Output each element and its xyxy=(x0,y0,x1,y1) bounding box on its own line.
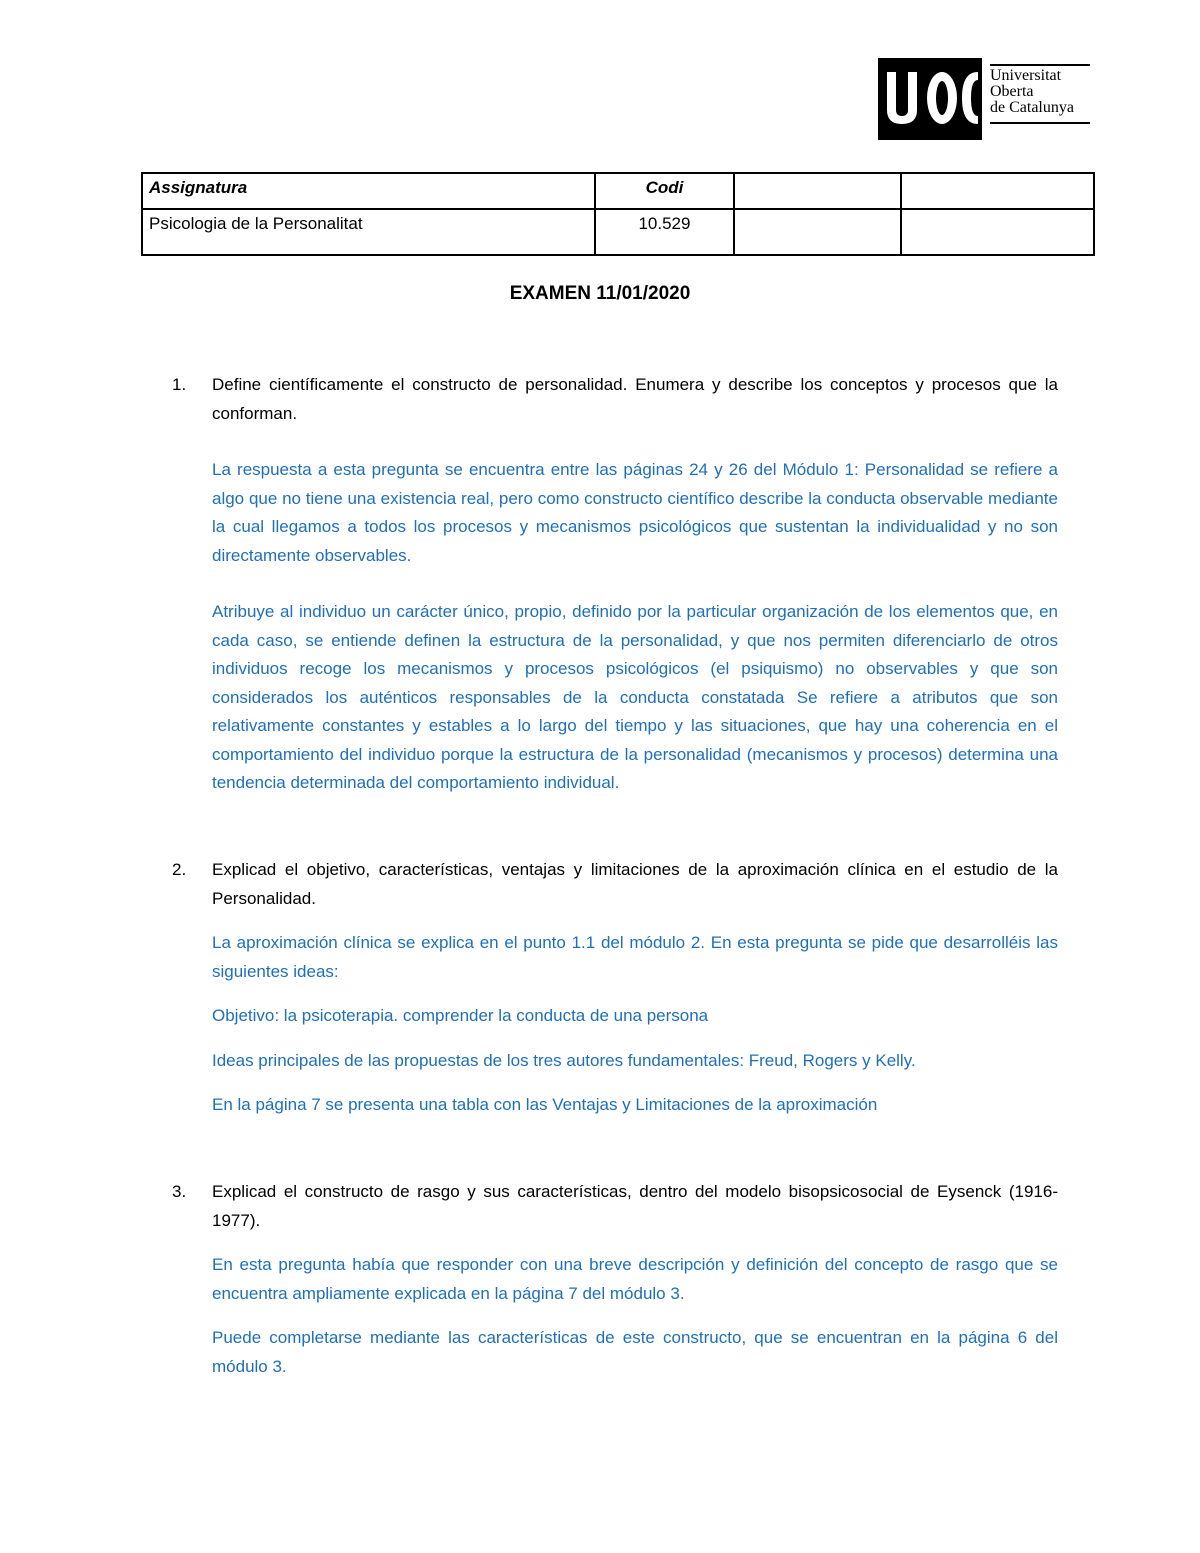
answer-text: Puede completarse mediante las características de este constructo, que se encuentran en la página 6 del módulo 3. xyxy=(212,1328,1058,1376)
subject-value: Psicologia de la Personalitat xyxy=(142,209,595,255)
question-number: 2. xyxy=(172,860,187,879)
course-info-table xyxy=(141,172,1095,256)
answer-text: La aproximación clínica se explica en el punto 1.1 del módulo 2. En esta pregunta se pide que desarrolléis las siguientes ideas: xyxy=(212,933,1058,981)
question-text: Explicad el objetivo, características, ventajas y limitaciones de la aproximación clínica en el estudio de la Personalidad. xyxy=(212,860,1058,908)
cell-empty-2 xyxy=(901,209,1094,255)
question-text: Explicad el constructo de rasgo y sus características, dentro del modelo bisopsicosocial de Eysenck (1916-1977). xyxy=(212,1182,1058,1230)
table-row xyxy=(142,209,1094,255)
question-number: 3. xyxy=(172,1182,187,1201)
answer-text: Atribuye al individuo un carácter único, propio, definido por la particular organización de los elementos que, en cada caso, se entiende definen la estructura de la personalidad, y que nos permiten diferenciarlo de otros individuos recoge los mecanismos y procesos psicológicos (el psiquismo) no observables y que son considerados los auténticos responsables de la conducta constatada Se refiere a atributos que son relativamente constantes y estables a lo largo del tiempo y las situaciones, que hay una coherencia en el comportamiento del individuo porque la estructura de la personalidad (mecanismos y procesos) determina una tendencia determinada del comportamiento individual. xyxy=(212,602,1058,792)
question-text: Define científicamente el constructo de personalidad. Enumera y describe los conceptos y procesos que la conforman. xyxy=(212,375,1058,423)
logo-line-2: Oberta xyxy=(990,83,1034,100)
question-1 xyxy=(172,371,1062,798)
exam-title: EXAMEN 11/01/2020 xyxy=(509,283,691,304)
answer-text: En esta pregunta había que responder con una breve descripción y definición del concepto de rasgo que se encuentra ampliamente explicada en la página 7 del módulo 3. xyxy=(212,1255,1058,1303)
cell-empty-1 xyxy=(734,209,900,255)
logo-line-1: Universitat xyxy=(990,64,1090,84)
header-code: Codi xyxy=(595,173,735,209)
code-value: 10.529 xyxy=(595,209,735,255)
answer-text: La respuesta a esta pregunta se encuentra entre las páginas 24 y 26 del Módulo 1: Personalidad se refiere a algo que no tiene una existencia real, pero como constructo científico describe la conducta observable mediante la cual llegamos a todos los procesos y mecanismos psicológicos que sustentan la individualidad y no son directamente observables. xyxy=(212,460,1058,565)
answer-text: Objetivo: la psicoterapia. comprender la conducta de una persona xyxy=(212,1006,709,1025)
header-empty-2 xyxy=(901,173,1094,209)
logo-line-3: de Catalunya xyxy=(990,100,1090,124)
uoc-logo-mark xyxy=(878,58,982,140)
question-2 xyxy=(172,856,1062,1120)
answer-text: En la página 7 se presenta una tabla con las Ventajas y Limitaciones de la aproximación xyxy=(212,1095,878,1114)
header-subject: Assignatura xyxy=(142,173,595,209)
table-header-row xyxy=(142,173,1094,209)
question-3 xyxy=(172,1178,1062,1381)
answer-text: Ideas principales de las propuestas de los tres autores fundamentales: Freud, Rogers y Kelly. xyxy=(212,1050,916,1070)
uoc-logo xyxy=(878,58,1094,140)
question-number: 1. xyxy=(172,375,187,394)
header-empty-1 xyxy=(734,173,900,209)
uoc-logo-wordmark xyxy=(990,64,1090,124)
